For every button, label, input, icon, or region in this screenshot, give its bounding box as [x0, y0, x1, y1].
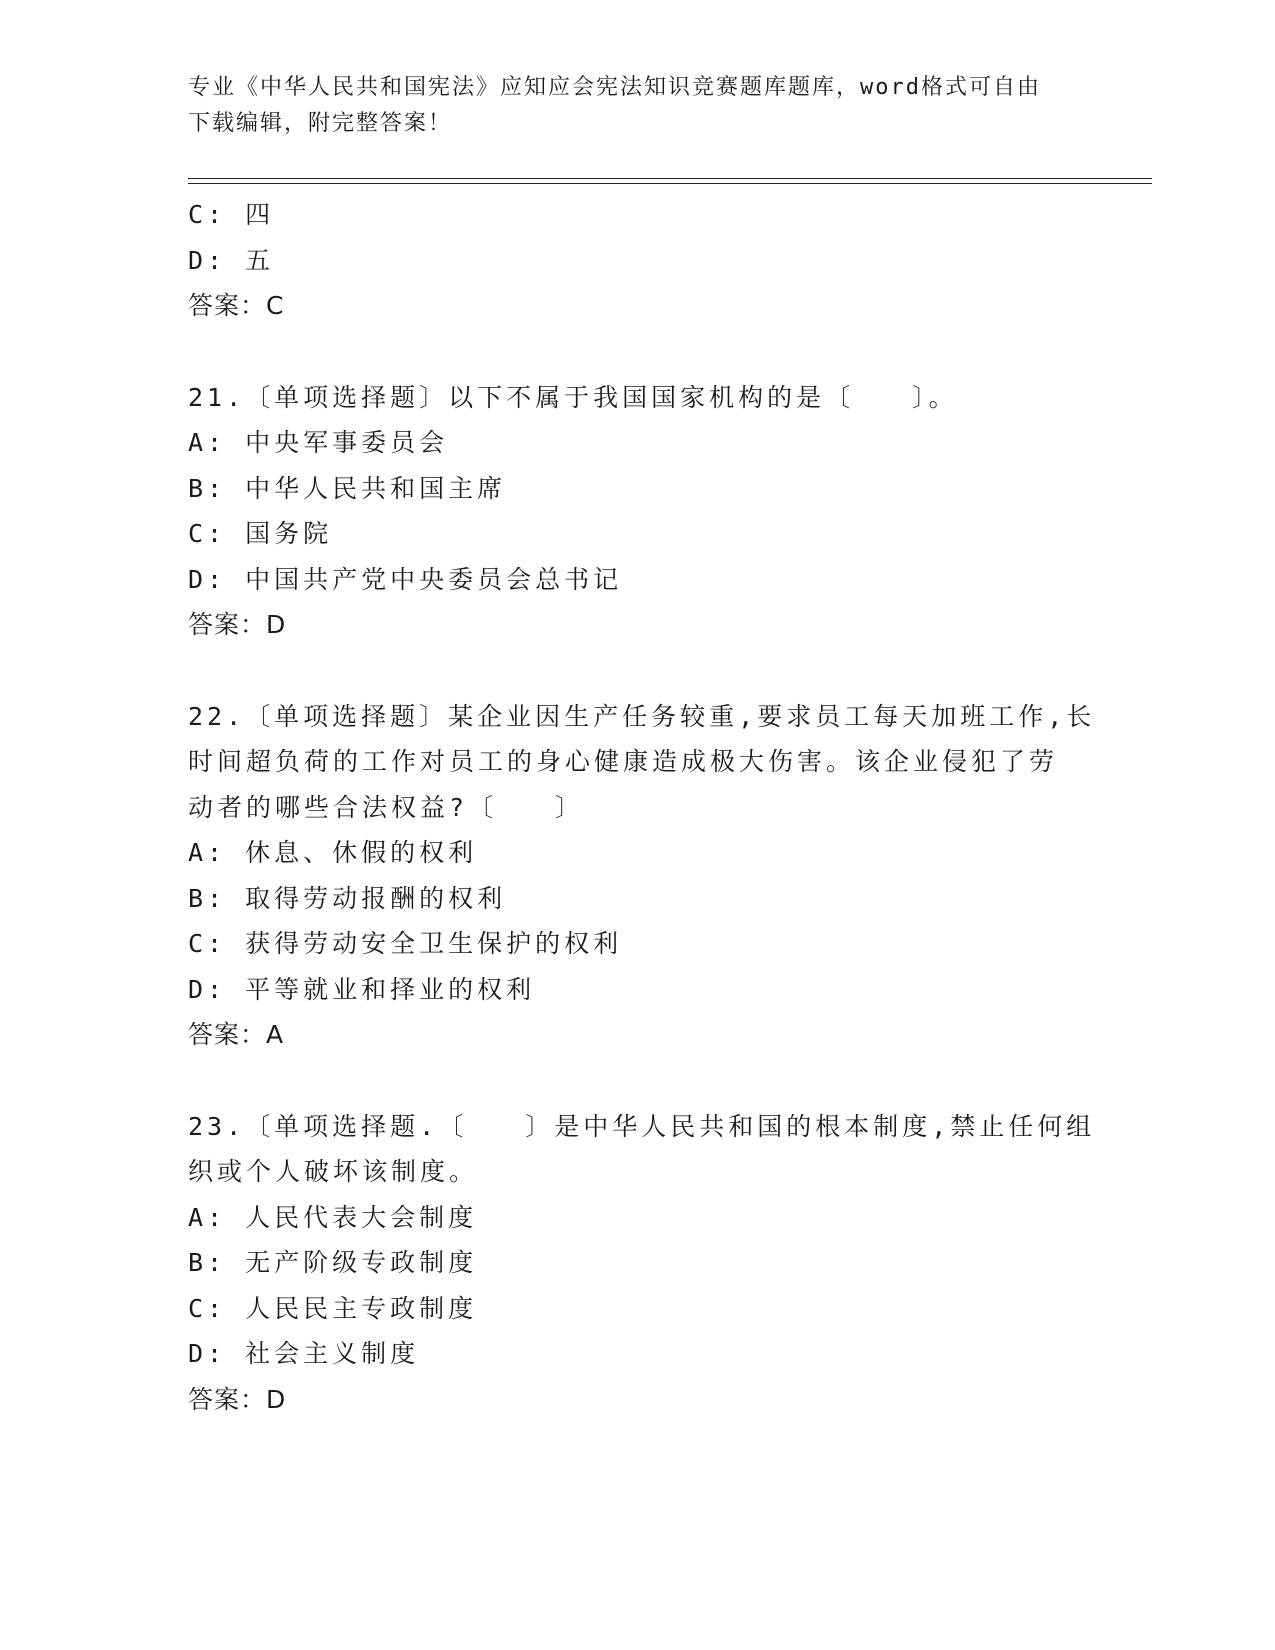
spacer: [188, 329, 1088, 375]
question-23: [188, 1104, 1096, 1423]
answer-line: 答案：A: [188, 1020, 285, 1049]
option-c: C: 人民民主专政制度: [188, 1293, 478, 1323]
option-c: C: 国务院: [188, 519, 333, 548]
spacer: [188, 1058, 1088, 1104]
question-stem: 动者的哪些合法权益?〔 〕: [188, 792, 585, 822]
answer-line: 答案：D: [188, 1384, 287, 1414]
header-line-1: 专业《中华人民共和国宪法》应知应会宪法知识竞赛题库题库，word格式可自由: [188, 75, 1041, 100]
option-d: D: 社会主义制度: [188, 1339, 420, 1368]
question-stem: 23.〔单项选择题.〔 〕是中华人民共和国的根本制度,禁止任何组: [188, 1111, 1096, 1141]
option-c: C: 四: [188, 200, 275, 229]
answer-line: 答案：D: [188, 610, 287, 639]
question-22: [188, 694, 1096, 1058]
option-d: D: 平等就业和择业的权利: [188, 974, 536, 1004]
header-line-2: 下载编辑，附完整答案！: [188, 111, 453, 136]
question-list: [188, 192, 1096, 1422]
option-a: A: 休息、休假的权利: [188, 838, 478, 867]
header-divider-top: [188, 178, 1152, 179]
option-a: A: 人民代表大会制度: [188, 1202, 478, 1232]
question-stem: 时间超负荷的工作对员工的身心健康造成极大伤害。该企业侵犯了劳: [188, 747, 1059, 776]
option-a: A: 中央军事委员会: [188, 428, 449, 457]
option-b: B: 取得劳动报酬的权利: [188, 883, 507, 913]
option-d: D: 五: [188, 245, 275, 275]
option-b: B: 无产阶级专政制度: [188, 1248, 478, 1277]
question-stem: 21.〔单项选择题〕以下不属于我国国家机构的是〔 〕。: [188, 382, 958, 412]
header-divider-bottom: [188, 183, 1152, 184]
document-header: [188, 70, 1068, 142]
option-d: D: 中国共产党中央委员会总书记: [188, 564, 623, 594]
option-b: B: 中华人民共和国主席: [188, 473, 507, 503]
question-stem: 织或个人破坏该制度。: [188, 1157, 479, 1186]
spacer: [188, 648, 1088, 694]
question-21: [188, 375, 1088, 648]
option-c: C: 获得劳动安全卫生保护的权利: [188, 929, 623, 958]
answer-line: 答案：C: [188, 291, 285, 320]
question-stem: 22.〔单项选择题〕某企业因生产任务较重,要求员工每天加班工作,长: [188, 701, 1096, 731]
